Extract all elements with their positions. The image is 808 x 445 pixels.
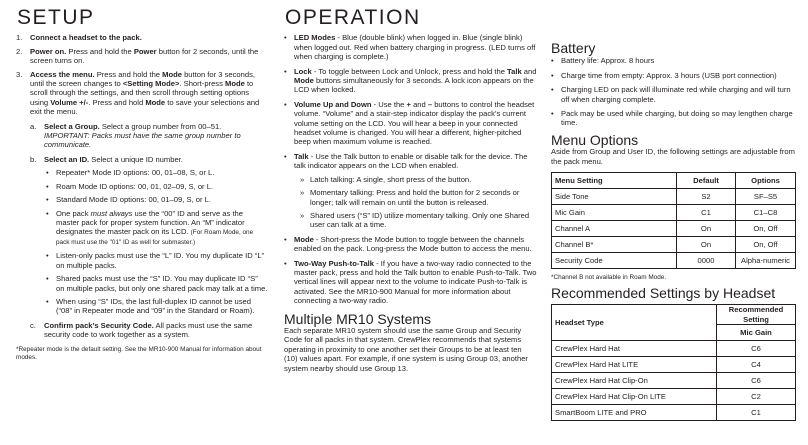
item-text: and (521, 66, 537, 76)
substep-text: All packs must use the same security code to work together as a system. (44, 320, 253, 340)
step-text: Press and hold the (94, 69, 163, 79)
table-cell: SF–S5 (736, 189, 796, 205)
table-cell: Alpha-numeric (736, 253, 796, 269)
talk-modes-list (294, 175, 537, 230)
operation-item-volume (284, 100, 537, 147)
table-row (552, 341, 796, 357)
table-cell: Mic Gain (552, 205, 677, 221)
table-row (552, 221, 796, 237)
operation-list (284, 33, 537, 305)
battery-title: Battery (551, 40, 596, 56)
operation-item-ptt (284, 259, 537, 306)
substep-b (30, 155, 268, 316)
step-lead: Power on. (30, 46, 67, 56)
substep-number: c. (30, 320, 36, 330)
substep-text: Select a unique ID number. (89, 154, 183, 164)
setup-step-2 (16, 47, 268, 66)
item-text: buttons to control the headset volume. “Volume” and a stair-step indicator display the pack’s current volume setting on the LCD. You will hear a beep in your connected headset volume is changed. You will hear a different, higher-pitched beep when maximum volume is reached. (294, 99, 535, 147)
menu-options-intro: Aside from Group and User ID, the following settings are adjustable from the pack menu. (551, 147, 795, 166)
item-emphasis: must always (90, 208, 133, 218)
step-text: . Short-press (179, 79, 225, 89)
table-cell: On, Off (736, 221, 796, 237)
table-cell: C1–C8 (736, 205, 796, 221)
operation-item-led (284, 33, 537, 61)
substep-c (30, 321, 268, 340)
id-options-list (44, 168, 268, 315)
table-cell: 0000 (677, 253, 736, 269)
step-number: 1. (16, 33, 23, 43)
substep-lead: Confirm pack’s Security Code. (44, 320, 154, 330)
column-header: Mic Gain (717, 325, 796, 341)
table-cell: C1 (677, 205, 736, 221)
column-header: Headset Type (552, 305, 717, 341)
table-cell: Channel B* (552, 237, 677, 253)
table-cell: S2 (677, 189, 736, 205)
substep-lead: Select an ID. (44, 154, 90, 164)
item-keyword: – (427, 99, 433, 109)
table-cell: CrewPlex Hard Hat Clip-On (552, 373, 717, 389)
multiple-systems-title: Multiple MR10 Systems (284, 310, 432, 327)
step-keyword: Mode (225, 79, 245, 89)
item-text: - Short-press the Mode button to toggle between the channels enabled on the pack. Long-press the Mode button to access the menu. (294, 234, 532, 254)
setup-steps (16, 33, 268, 339)
substep-number: b. (30, 154, 37, 164)
table-cell: CrewPlex Hard Hat Clip-On LITE (552, 389, 717, 405)
item-text: and (410, 99, 428, 109)
table-row (552, 237, 796, 253)
step-keyword: Mode (145, 97, 166, 107)
table-header-row (552, 305, 796, 325)
setup-column (16, 0, 268, 362)
item-text: use the “00” ID and serve as the master pack for proper system function. An “M” indicator designates the master pack on its LCD. (56, 208, 245, 237)
list-item: • Pack may be used while charging, but doing so may lengthen charge time. (551, 109, 796, 128)
battery-list (551, 56, 796, 127)
list-item: • Standard Mode ID options: 00, 01–09, S, or L. (44, 195, 268, 204)
step-text: button for 3 seconds, until the screen changes to (30, 69, 255, 89)
substep-note: IMPORTANT: Packs must have the same group number to communicate. (44, 131, 241, 150)
substep-text: Select a group number from 00–51. (99, 121, 222, 131)
table-row (552, 253, 796, 269)
step-lead: Access the menu. (30, 69, 95, 79)
list-item: • Listen-only packs must use the “L” ID. You my duplicate ID “L” on multiple packs. (44, 251, 268, 270)
item-text: - Use the Talk button to enable or disable talk for the device. The talk indicator appears on the LCD when enabled. (294, 151, 528, 171)
step-text: Press and hold the (66, 46, 134, 56)
menu-footnote: *Channel B not available in Roam Mode. (551, 274, 667, 282)
list-item: • Charge time from empty: Approx. 3 hours (USB port connection) (551, 71, 796, 80)
table-header-row (552, 173, 796, 189)
table-row (552, 357, 796, 373)
step-keyword: Volume +/- (50, 97, 89, 107)
multiple-systems-text: Each separate MR10 system should use the same Group and Security Code for all packs in that system. CrewPlex recommends that systems operating in proximity to one another set their Groups to be at least ten (10) values apart. For example, if one system is using Group 03, another system nearby should use Group 13. (284, 325, 528, 373)
setup-title: SETUP (17, 6, 95, 29)
table-cell: SmartBoom LITE and PRO (552, 405, 717, 421)
list-item: • Roam Mode ID options: 00, 01, 02–09, S, or L. (44, 182, 268, 191)
column-header: Default (677, 173, 736, 189)
step-number: 3. (16, 69, 23, 79)
item-lead: Lock (294, 66, 312, 76)
setup-step-1 (16, 33, 268, 42)
step-text: to scroll through the settings, and then scroll through setting options using (30, 79, 254, 107)
list-item: » Shared users (“S” ID) utilize momentary talking. Only one Shared user can talk at a time. (294, 211, 537, 230)
table-row (552, 389, 796, 405)
substep-number: a. (30, 121, 37, 131)
operation-item-mode (284, 235, 537, 254)
operation-item-lock (284, 67, 537, 95)
list-item: • When using “S” IDs, the last full-duplex ID cannot be used (“08” in Repeater mode and “09” in the Standard or Roam). (44, 297, 268, 316)
step-keyword: Mode (162, 69, 182, 79)
item-lead: Two-Way Push-to-Talk (294, 258, 375, 268)
item-note: (For Roam Mode, one pack must use the "01" ID as well for submaster.) (56, 229, 254, 247)
table-row (552, 205, 796, 221)
recommended-table (551, 304, 796, 421)
item-lead: Volume Up and Down (294, 99, 372, 109)
item-text: - Use the (371, 99, 407, 109)
item-keyword: + (406, 99, 411, 109)
reference-column (551, 0, 796, 421)
item-lead: LED Modes (294, 33, 336, 43)
step-keyword: Power (133, 46, 157, 56)
operation-title: OPERATION (285, 6, 421, 29)
step-text: button for 2 seconds, until the screen turns on. (30, 46, 259, 66)
table-cell: Side Tone (552, 189, 677, 205)
list-item: • Repeater* Mode ID options: 00, 01–08, S, or L. (44, 168, 268, 177)
item-text: - To toggle between Lock and Unlock, press and hold the (311, 66, 508, 76)
list-item (44, 209, 268, 248)
list-item: • Charging LED on pack will illuminate red while charging and will turn off when charging complete. (551, 85, 796, 104)
operation-item-talk (284, 152, 537, 230)
table-row (552, 189, 796, 205)
recommended-title: Recommended Settings by Headset (551, 285, 776, 302)
item-lead: Mode (294, 234, 314, 244)
item-keyword: Mode (294, 76, 314, 86)
table-cell: Channel A (552, 221, 677, 237)
column-header: Options (736, 173, 796, 189)
table-cell: CrewPlex Hard Hat LITE (552, 357, 717, 373)
substep-a (30, 122, 268, 150)
table-cell: C6 (717, 341, 796, 357)
step-text: . Press and hold (88, 97, 146, 107)
menu-options-table (551, 172, 796, 269)
list-item: • Shared packs must use the “S” ID. You may duplicate ID “S” on multiple packs, but only one shared pack may talk at a time. (44, 274, 268, 293)
step-text: to save your selections and exit the menu. (30, 97, 260, 117)
table-cell: CrewPlex Hard Hat (552, 341, 717, 357)
setup-step-3 (16, 70, 268, 340)
operation-column (284, 0, 537, 373)
item-text: buttons simultaneously for 3 seconds. A lock icon appears on the LCD when locked. (294, 76, 534, 95)
list-item: » Momentary talking: Press and hold the button for 2 seconds or longer; talk will remain on until the button is released. (294, 188, 537, 207)
table-cell: C4 (717, 357, 796, 373)
item-lead: Talk (294, 151, 309, 161)
table-row (552, 373, 796, 389)
column-header: Recommended Setting (717, 305, 796, 325)
table-cell: On (677, 221, 736, 237)
step-keyword: <Setting Mode> (122, 79, 180, 89)
table-cell: C1 (717, 405, 796, 421)
table-cell: Security Code (552, 253, 677, 269)
table-cell: C6 (717, 373, 796, 389)
setup-footnote: *Repeater mode is the default setting. See the MR10-900 Manual for information about modes. (16, 345, 262, 361)
item-text: - Blue (double blink) when logged in. Blue (single blink) when logged out. Red when battery charging in progress. (LED turns off when charging is complete.) (294, 33, 536, 62)
table-cell: On, Off (736, 237, 796, 253)
item-keyword: Talk (507, 66, 522, 76)
menu-options-title: Menu Options (551, 131, 639, 148)
column-header: Menu Setting (552, 173, 677, 189)
substep-lead: Select a Group. (44, 121, 100, 131)
list-item: » Latch talking: A single, short press of the button. (294, 175, 537, 184)
item-text: - If you have a two-way radio connected to the master pack, press and hold the Talk button to enable Push-to-Talk. Two vertical lines will appear next to the volume to indicate Push-to-Talk is activated. See the MR10-900 Manual for more information about connecting a two-way radio. (294, 258, 537, 306)
list-item: • Battery life: Approx. 8 hours (551, 56, 796, 65)
table-cell: C2 (717, 389, 796, 405)
table-cell: On (677, 237, 736, 253)
table-row (552, 405, 796, 421)
item-text: One pack (56, 208, 91, 218)
step-text: Connect a headset to the pack. (30, 33, 142, 43)
step-number: 2. (16, 46, 23, 56)
